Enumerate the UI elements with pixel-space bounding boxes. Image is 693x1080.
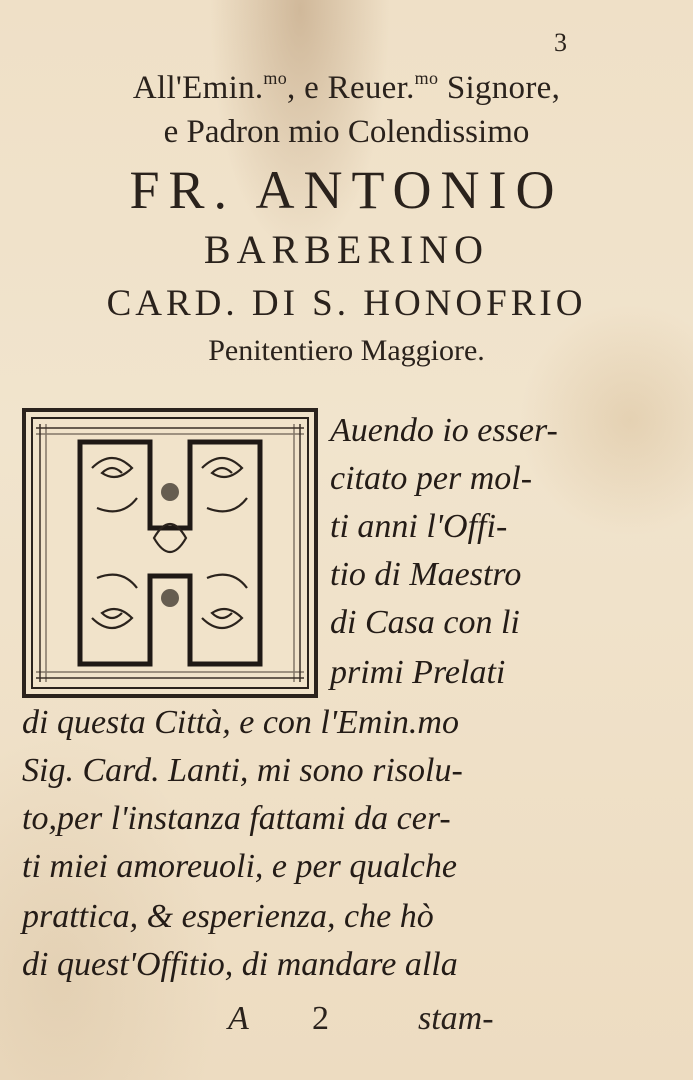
text-line: ti miei amoreuoli, e per qualche — [22, 848, 457, 885]
text-line: ti anni l'Offi- — [330, 508, 508, 545]
name-line-4: Penitentiero Maggiore. — [208, 334, 485, 367]
text-line: tio di Maestro — [330, 556, 522, 593]
signature-mark: A — [228, 1000, 249, 1037]
dedication-header — [0, 56, 693, 372]
catchword: stam- — [418, 1000, 494, 1037]
text-line: Auendo io esser- — [330, 412, 558, 449]
page-number: 3 — [554, 28, 567, 57]
text-line: prattica, & esperienza, che hò — [22, 898, 434, 935]
name-line-2: BARBERINO — [203, 227, 490, 272]
text-line: Sig. Card. Lanti, mi sono risolu- — [22, 752, 463, 789]
text-line: di Casa con li — [330, 604, 520, 641]
text-line: primi Prelati — [330, 654, 506, 691]
name-line-3: CARD. DI S. HONOFRIO — [106, 283, 587, 324]
text-line: citato per mol- — [330, 460, 533, 497]
signature-number: 2 — [312, 1000, 329, 1037]
dedication-line-2: e Padron mio Colendissimo — [163, 114, 530, 150]
dedication-line-1: All'Emin.$^{mo}$, e Reuer.$^{mo}$ Signore, — [132, 68, 561, 106]
text-line: di questa Città, e con l'Emin.mo — [22, 704, 459, 741]
text-line: to,per l'instanza fattami da cer- — [22, 800, 451, 837]
decorated-initial-h — [22, 408, 318, 698]
text-line: di quest'Offitio, di mandare alla — [22, 946, 458, 983]
name-line-1: FR. ANTONIO — [129, 160, 564, 220]
